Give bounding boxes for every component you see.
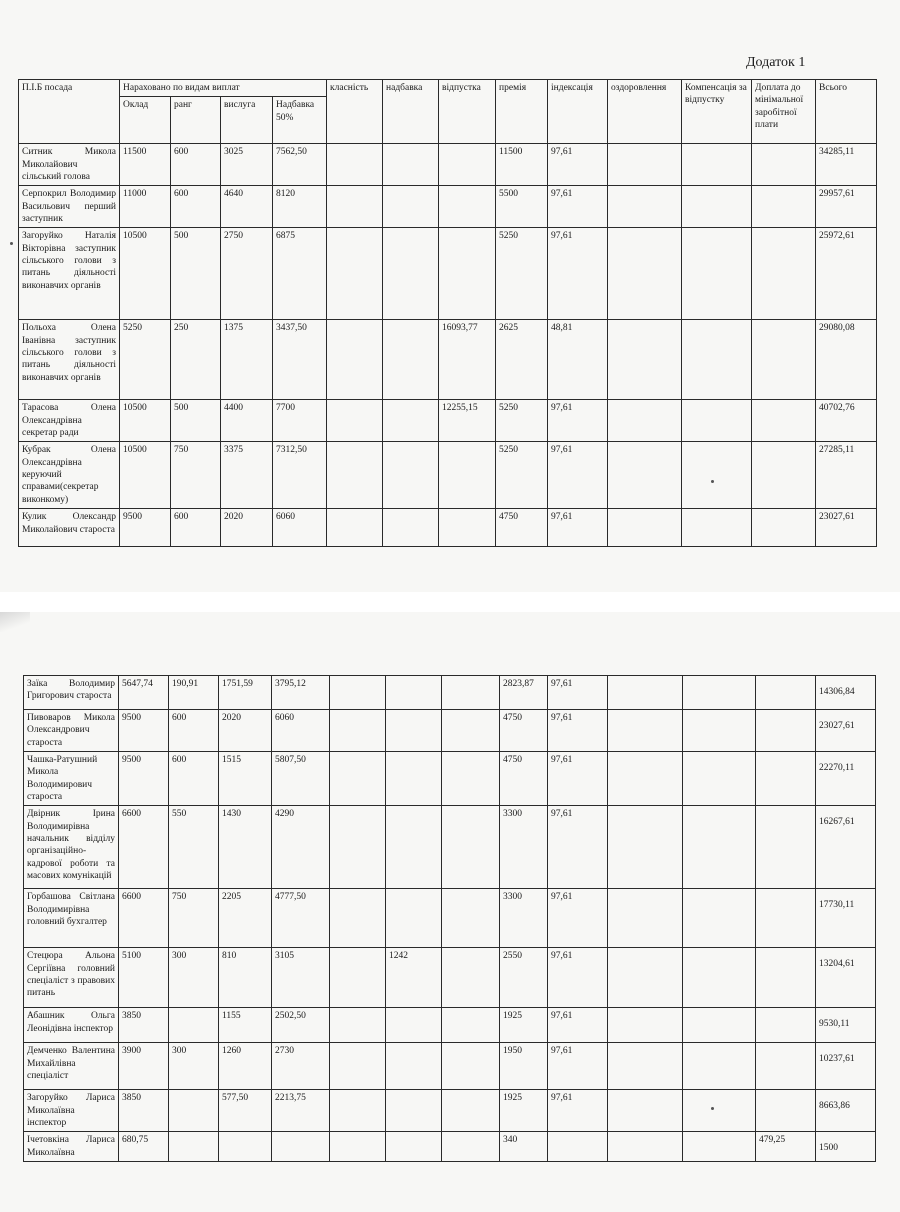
value-cell [756,1043,816,1090]
value-cell: 3900 [119,1043,169,1090]
header-col-2: вислуга [221,97,273,144]
value-cell [608,228,682,320]
value-cell [683,752,756,806]
value-cell: 4750 [500,752,548,806]
value-cell: 1242 [386,948,442,1008]
value-cell: 750 [169,889,219,948]
value-cell: 3437,50 [273,320,327,400]
value-cell [756,1008,816,1043]
value-cell: 550 [169,806,219,889]
value-cell [383,509,439,547]
employee-name-cell: Горбашова Світлана Володимирівна головний бухгалтер [24,889,119,948]
payroll-table-page-2 [23,675,876,1162]
value-cell: 600 [171,509,221,547]
value-cell [608,509,682,547]
value-cell: 5250 [496,400,548,442]
total-cell [816,228,877,320]
value-cell: 9500 [119,710,169,752]
employee-name-cell: Польоха Олена Іванівна заступник сільського голови з питань діяльності виконавчих органів [19,320,120,400]
employee-name-cell: Пивоваров Микола Олександрович староста [24,710,119,752]
value-cell: 1375 [221,320,273,400]
value-cell: 97,61 [548,509,608,547]
value-cell: 4290 [272,806,330,889]
value-cell: 97,61 [548,400,608,442]
value-cell: 11000 [120,186,171,228]
page-crease [0,612,30,632]
value-cell: 300 [169,948,219,1008]
value-cell [756,710,816,752]
table-row [24,1008,876,1043]
value-cell: 97,61 [548,1043,608,1090]
value-cell: 4750 [496,509,548,547]
table-row [24,889,876,948]
value-cell: 479,25 [756,1132,816,1162]
total-cell [816,442,877,509]
header-group: Нараховано по видам виплат [120,80,327,97]
value-cell: 8120 [273,186,327,228]
row-total: 34285,11 [819,147,855,158]
value-cell [756,889,816,948]
value-cell [439,442,496,509]
value-cell [330,752,386,806]
scan-speck [10,242,13,245]
value-cell: 97,61 [548,1008,608,1043]
value-cell [383,442,439,509]
value-cell [442,1090,500,1132]
value-cell: 10500 [120,442,171,509]
value-cell [386,1008,442,1043]
employee-name-cell: Абашник Ольга Леонідівна інспектор [24,1008,119,1043]
value-cell [386,806,442,889]
value-cell [383,186,439,228]
employee-name-cell: Ічетовкіна Лариса Миколаївна [24,1132,119,1162]
value-cell: 2205 [219,889,272,948]
value-cell [756,806,816,889]
value-cell [327,186,383,228]
value-cell: 2750 [221,228,273,320]
value-cell: 3375 [221,442,273,509]
value-cell: 1751,59 [219,676,272,710]
value-cell: 250 [171,320,221,400]
value-cell [683,806,756,889]
value-cell: 6600 [119,889,169,948]
value-cell [752,442,816,509]
total-cell [816,948,876,1008]
value-cell: 3025 [221,144,273,186]
value-cell: 4777,50 [272,889,330,948]
table-row [24,752,876,806]
value-cell [752,144,816,186]
value-cell [683,676,756,710]
value-cell: 680,75 [119,1132,169,1162]
total-cell [816,320,877,400]
value-cell: 7312,50 [273,442,327,509]
value-cell [608,676,683,710]
table-row [24,1090,876,1132]
value-cell: 5250 [496,442,548,509]
value-cell: 600 [169,752,219,806]
header-col-6: відпустка [439,80,496,144]
total-cell [816,806,876,889]
value-cell [330,676,386,710]
value-cell [756,752,816,806]
value-cell [330,1132,386,1162]
value-cell [330,806,386,889]
value-cell [386,889,442,948]
value-cell: 12255,15 [439,400,496,442]
table-row [19,400,877,442]
value-cell [608,752,683,806]
value-cell: 1925 [500,1090,548,1132]
value-cell: 9500 [120,509,171,547]
value-cell [330,1043,386,1090]
value-cell: 2625 [496,320,548,400]
total-cell [816,400,877,442]
value-cell [439,144,496,186]
total-cell [816,676,876,710]
value-cell: 5100 [119,948,169,1008]
value-cell: 5250 [496,228,548,320]
value-cell: 10500 [120,400,171,442]
value-cell [442,752,500,806]
value-cell [608,186,682,228]
value-cell [442,889,500,948]
value-cell [219,1132,272,1162]
row-total: 40702,76 [819,403,855,414]
value-cell [442,1008,500,1043]
header-col-4: класність [327,80,383,144]
value-cell: 2550 [500,948,548,1008]
value-cell: 3105 [272,948,330,1008]
value-cell [272,1132,330,1162]
value-cell [756,676,816,710]
table-row [19,144,877,186]
value-cell: 1950 [500,1043,548,1090]
total-cell [816,752,876,806]
value-cell [327,228,383,320]
value-cell: 1430 [219,806,272,889]
total-cell [816,710,876,752]
value-cell [752,228,816,320]
employee-name-cell: Двірник Ірина Володимирівна начальник відділу організаційно-кадрової роботи та масових комунікацій [24,806,119,889]
value-cell [683,948,756,1008]
value-cell [169,1090,219,1132]
row-total: 23027,61 [819,721,855,731]
row-total: 8663,86 [819,1101,850,1112]
value-cell: 1155 [219,1008,272,1043]
value-cell: 5500 [496,186,548,228]
table-row [19,509,877,547]
value-cell [330,710,386,752]
value-cell [327,509,383,547]
employee-name-cell: Стецюра Альона Сергіївна головний спеціаліст з правових питань [24,948,119,1008]
value-cell [330,948,386,1008]
total-cell [816,1090,876,1132]
value-cell: 600 [169,710,219,752]
employee-name-cell: Загоруйко Наталія Вікторівна заступник сільського голови з питань діяльності виконавчих органів [19,228,120,320]
value-cell [439,186,496,228]
employee-name-cell: Серпокрил Володимир Васильович перший заступник [19,186,120,228]
header-col-5: надбавка [383,80,439,144]
payroll-table-page-1 [18,79,877,547]
value-cell [330,1008,386,1043]
value-cell [683,1043,756,1090]
value-cell [608,400,682,442]
total-cell [816,889,876,948]
table-row [24,710,876,752]
value-cell [383,228,439,320]
value-cell [756,1090,816,1132]
table-row [19,442,877,509]
value-cell: 97,61 [548,1090,608,1132]
value-cell [330,1090,386,1132]
value-cell [386,1090,442,1132]
header-col-9: оздоровлення [608,80,682,144]
value-cell: 600 [171,186,221,228]
table-row [19,186,877,228]
row-total: 29957,61 [819,189,855,200]
annex-label: Додаток 1 [746,55,806,70]
value-cell: 3300 [500,889,548,948]
value-cell [327,320,383,400]
value-cell: 3850 [119,1090,169,1132]
value-cell: 11500 [496,144,548,186]
value-cell: 3300 [500,806,548,889]
value-cell: 6060 [272,710,330,752]
value-cell: 97,61 [548,144,608,186]
value-cell [439,228,496,320]
row-total: 27285,11 [819,445,855,456]
value-cell [682,320,752,400]
value-cell: 97,61 [548,889,608,948]
table-row [24,1043,876,1090]
value-cell [442,1132,500,1162]
value-cell [439,509,496,547]
value-cell [682,228,752,320]
value-cell [386,676,442,710]
employee-name-cell: Кулик Олександр Миколайович староста [19,509,120,547]
value-cell [682,442,752,509]
value-cell: 750 [171,442,221,509]
total-cell [816,1043,876,1090]
row-total: 14306,84 [819,687,855,697]
table-row [19,320,877,400]
value-cell: 340 [500,1132,548,1162]
value-cell: 97,61 [548,752,608,806]
value-cell: 5250 [120,320,171,400]
value-cell [608,710,683,752]
value-cell: 500 [171,228,221,320]
row-total: 29080,08 [819,323,855,334]
value-cell: 3850 [119,1008,169,1043]
value-cell [442,1043,500,1090]
value-cell [383,320,439,400]
header-col-0: Оклад [120,97,171,144]
value-cell: 7700 [273,400,327,442]
employee-name-cell: Тарасова Олена Олександрівна секретар ради [19,400,120,442]
value-cell: 6875 [273,228,327,320]
value-cell [330,889,386,948]
value-cell: 10500 [120,228,171,320]
value-cell: 4750 [500,710,548,752]
value-cell: 97,61 [548,710,608,752]
value-cell: 2730 [272,1043,330,1090]
value-cell [548,1132,608,1162]
employee-name-cell: Заїка Володимир Григорович староста [24,676,119,710]
total-cell [816,1008,876,1043]
value-cell [608,1043,683,1090]
value-cell: 97,61 [548,676,608,710]
value-cell [383,400,439,442]
employee-name-cell: Чашка-Ратушний Микола Володимирович староста [24,752,119,806]
value-cell: 11500 [120,144,171,186]
table-row [24,676,876,710]
value-cell [442,676,500,710]
value-cell [756,948,816,1008]
row-total: 1500 [819,1143,838,1154]
total-cell [816,144,877,186]
value-cell: 810 [219,948,272,1008]
value-cell: 5807,50 [272,752,330,806]
value-cell: 2823,87 [500,676,548,710]
value-cell [683,1008,756,1043]
value-cell [608,889,683,948]
value-cell: 97,61 [548,228,608,320]
value-cell: 2020 [219,710,272,752]
value-cell [608,1090,683,1132]
header-col-11: Доплата до мінімальної заробітної плати [752,80,816,144]
header-name: П.І.Б посада [19,80,120,144]
value-cell [442,710,500,752]
value-cell [752,509,816,547]
value-cell [327,144,383,186]
value-cell [752,400,816,442]
value-cell: 500 [171,400,221,442]
value-cell [683,1090,756,1132]
scan-speck [711,1107,714,1110]
value-cell [383,144,439,186]
row-total: 10237,61 [819,1054,855,1065]
header-col-7: премія [496,80,548,144]
value-cell [682,186,752,228]
value-cell [608,442,682,509]
page-gap [0,592,900,612]
value-cell: 1925 [500,1008,548,1043]
value-cell [608,144,682,186]
value-cell [327,400,383,442]
value-cell: 2213,75 [272,1090,330,1132]
value-cell [683,710,756,752]
value-cell: 4400 [221,400,273,442]
value-cell: 4640 [221,186,273,228]
value-cell: 9500 [119,752,169,806]
value-cell [608,1132,683,1162]
total-cell [816,509,877,547]
row-total: 13204,61 [819,959,855,970]
value-cell: 2502,50 [272,1008,330,1043]
row-total: 23027,61 [819,512,855,523]
header-col-12: Всього [816,80,877,144]
employee-name-cell: Демченко Валентина Михайлівна спеціаліст [24,1043,119,1090]
scan-speck [711,480,714,483]
total-cell [816,186,877,228]
header-col-3: Надбавка 50% [273,97,327,144]
table-row [24,1132,876,1162]
value-cell: 7562,50 [273,144,327,186]
header-col-1: ранг [171,97,221,144]
value-cell: 300 [169,1043,219,1090]
value-cell [386,1132,442,1162]
value-cell [386,710,442,752]
value-cell [682,509,752,547]
value-cell: 600 [171,144,221,186]
total-cell [816,1132,876,1162]
value-cell [169,1132,219,1162]
employee-name-cell: Кубрак Олена Олександрівна керуючий справами(секретар виконкому) [19,442,120,509]
value-cell [682,400,752,442]
value-cell [169,1008,219,1043]
value-cell [608,1008,683,1043]
value-cell [683,1132,756,1162]
value-cell: 3795,12 [272,676,330,710]
value-cell [608,320,682,400]
row-total: 22270,11 [819,763,855,774]
row-total: 17730,11 [819,900,855,911]
value-cell: 5647,74 [119,676,169,710]
value-cell: 16093,77 [439,320,496,400]
row-total: 25972,61 [819,231,855,242]
value-cell: 6060 [273,509,327,547]
value-cell: 2020 [221,509,273,547]
value-cell: 1260 [219,1043,272,1090]
value-cell [386,1043,442,1090]
employee-name-cell: Загоруйко Лариса Миколаївна інспектор [24,1090,119,1132]
table-row [24,948,876,1008]
value-cell [608,948,683,1008]
value-cell: 6600 [119,806,169,889]
value-cell: 577,50 [219,1090,272,1132]
value-cell [752,186,816,228]
value-cell: 1515 [219,752,272,806]
header-col-10: Компенсація за відпустку [682,80,752,144]
row-total: 9530,11 [819,1019,850,1030]
value-cell: 97,61 [548,948,608,1008]
table-row [24,806,876,889]
value-cell [327,442,383,509]
value-cell [608,806,683,889]
row-total: 16267,61 [819,817,855,828]
value-cell: 190,91 [169,676,219,710]
value-cell [386,752,442,806]
header-col-8: індексація [548,80,608,144]
value-cell [442,948,500,1008]
value-cell [683,889,756,948]
value-cell [442,806,500,889]
value-cell: 97,61 [548,806,608,889]
value-cell: 48,81 [548,320,608,400]
table-row [19,228,877,320]
value-cell [682,144,752,186]
value-cell: 97,61 [548,186,608,228]
employee-name-cell: Ситник Микола Миколайович сільський голова [19,144,120,186]
value-cell: 97,61 [548,442,608,509]
value-cell [752,320,816,400]
